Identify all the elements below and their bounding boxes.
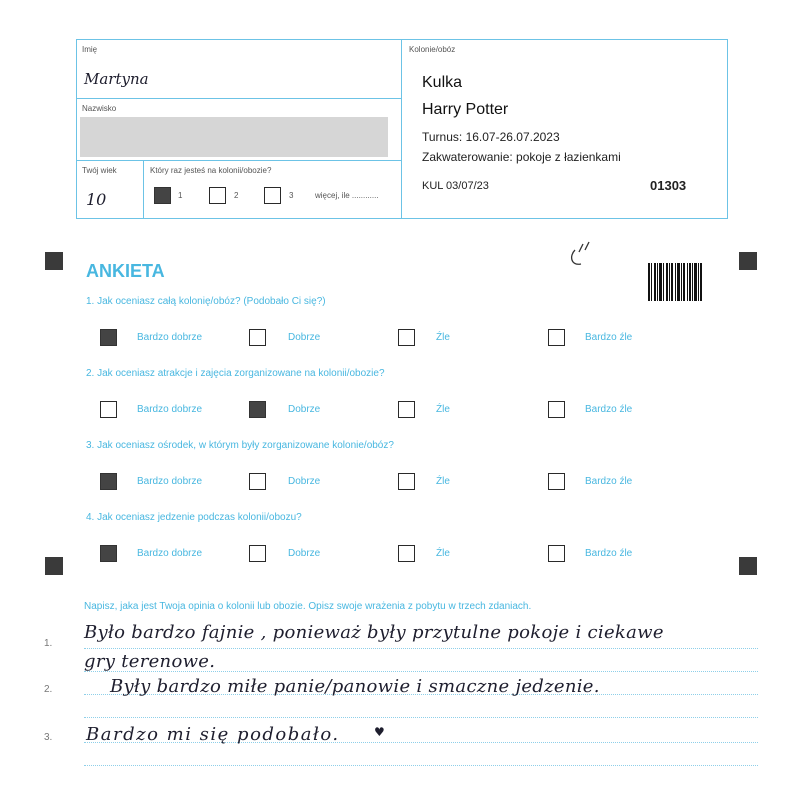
ktory-raz-checkbox-3[interactable] (264, 187, 281, 204)
question-3-checkbox-1[interactable] (100, 473, 117, 490)
question-1-option-4-label: Bardzo źle (585, 332, 633, 343)
opinion-text-3[interactable]: Bardzo mi się podobało. (86, 724, 340, 745)
survey-title: ANKIETA (86, 261, 165, 281)
ktory-raz-option-1: 1 (178, 191, 183, 200)
opinion-line-number-2: 2. (44, 684, 53, 695)
question-2-checkbox-1[interactable] (100, 401, 117, 418)
question-1-option-3-label: Źle (436, 332, 450, 343)
question-3-checkbox-4[interactable] (548, 473, 565, 490)
question-2-option-3-label: Źle (436, 404, 450, 415)
wiek-label: Twój wiek (82, 166, 117, 175)
opinion-text-1b[interactable]: gry terenowe. (84, 651, 216, 672)
question-2-option-1-label: Bardzo dobrze (137, 404, 203, 415)
registration-marker-top-right (739, 252, 757, 270)
numer: 01303 (650, 178, 687, 193)
kolonie-label: Kolonie/obóz (409, 45, 456, 54)
question-2-text: 2. Jak oceniasz atrakcje i zajęcia zorganizowane na kolonii/obozie? (86, 368, 385, 379)
question-1-checkbox-4[interactable] (548, 329, 565, 346)
question-1-option-2-label: Dobrze (288, 332, 321, 343)
imie-value[interactable]: Martyna (84, 70, 149, 88)
header-row-divider-2 (76, 160, 401, 161)
question-1-checkbox-3[interactable] (398, 329, 415, 346)
question-2-checkbox-3[interactable] (398, 401, 415, 418)
question-4-checkbox-4[interactable] (548, 545, 565, 562)
opinion-line-number-1: 1. (44, 638, 53, 649)
kolonie-name-1: Kulka (422, 74, 463, 91)
opinion-line-number-3: 3. (44, 732, 53, 743)
ktory-raz-option-2: 2 (234, 191, 239, 200)
question-1-checkbox-2[interactable] (249, 329, 266, 346)
registration-marker-mid-right (739, 557, 757, 575)
ktory-raz-option-3: 3 (289, 191, 294, 200)
header-row-divider-1 (76, 98, 401, 99)
ktory-raz-label: Który raz jesteś na kolonii/obozie? (150, 166, 272, 175)
question-4-option-3-label: Źle (436, 548, 450, 559)
question-4-option-1-label: Bardzo dobrze (137, 548, 203, 559)
question-1-option-1-label: Bardzo dobrze (137, 332, 203, 343)
zakwaterowanie: Zakwaterowanie: pokoje z łazienkami (422, 150, 621, 164)
question-3-checkbox-3[interactable] (398, 473, 415, 490)
header-divider (401, 39, 402, 219)
question-2-option-4-label: Bardzo źle (585, 404, 633, 415)
nazwisko-redacted (80, 117, 388, 157)
question-3-text: 3. Jak oceniasz ośrodek, w którym były zorganizowane kolonie/obóz? (86, 440, 394, 451)
question-1-checkbox-1[interactable] (100, 329, 117, 346)
opinion-text-1[interactable]: Było bardzo fajnie , ponieważ były przytulne pokoje i ciekawe (84, 622, 664, 643)
question-4-option-2-label: Dobrze (288, 548, 321, 559)
question-1-text: 1. Jak oceniasz całą kolonię/obóz? (Podobało Ci się?) (86, 296, 326, 307)
question-3-option-4-label: Bardzo źle (585, 476, 633, 487)
heart-icon: ♥ (374, 725, 385, 739)
age-divider (143, 160, 144, 219)
registration-marker-mid-left (45, 557, 63, 575)
registration-marker-top-left (45, 252, 63, 270)
nazwisko-label: Nazwisko (82, 104, 117, 113)
barcode (648, 263, 702, 301)
turnus: Turnus: 16.07-26.07.2023 (422, 130, 560, 144)
question-3-option-3-label: Źle (436, 476, 450, 487)
question-3-option-1-label: Bardzo dobrze (137, 476, 203, 487)
kod: KUL 03/07/23 (422, 180, 489, 192)
question-4-checkbox-2[interactable] (249, 545, 266, 562)
question-4-checkbox-1[interactable] (100, 545, 117, 562)
ktory-raz-checkbox-2[interactable] (209, 187, 226, 204)
question-2-checkbox-4[interactable] (548, 401, 565, 418)
question-3-option-2-label: Dobrze (288, 476, 321, 487)
kolonie-name-2: Harry Potter (422, 101, 509, 118)
opinion-text-2[interactable]: Były bardzo miłe panie/panowie i smaczne jedzenie. (110, 676, 600, 697)
opinion-prompt: Napisz, jaka jest Twoja opinia o kolonii lub obozie. Opisz swoje wrażenia z pobytu w trzech zdaniach. (84, 601, 532, 612)
question-4-checkbox-3[interactable] (398, 545, 415, 562)
opinion-line-3b (84, 765, 758, 766)
scribble-mark (565, 238, 597, 270)
question-3-checkbox-2[interactable] (249, 473, 266, 490)
imie-label: Imię (82, 45, 98, 54)
ktory-raz-option-more: więcej, ile ............ (315, 191, 379, 200)
question-4-option-4-label: Bardzo źle (585, 548, 633, 559)
opinion-line-2b (84, 717, 758, 718)
question-2-option-2-label: Dobrze (288, 404, 321, 415)
opinion-line-1 (84, 648, 758, 649)
ktory-raz-checkbox-1[interactable] (154, 187, 171, 204)
question-2-checkbox-2[interactable] (249, 401, 266, 418)
wiek-value[interactable]: 10 (86, 190, 107, 209)
question-4-text: 4. Jak oceniasz jedzenie podczas kolonii/obozu? (86, 512, 302, 523)
